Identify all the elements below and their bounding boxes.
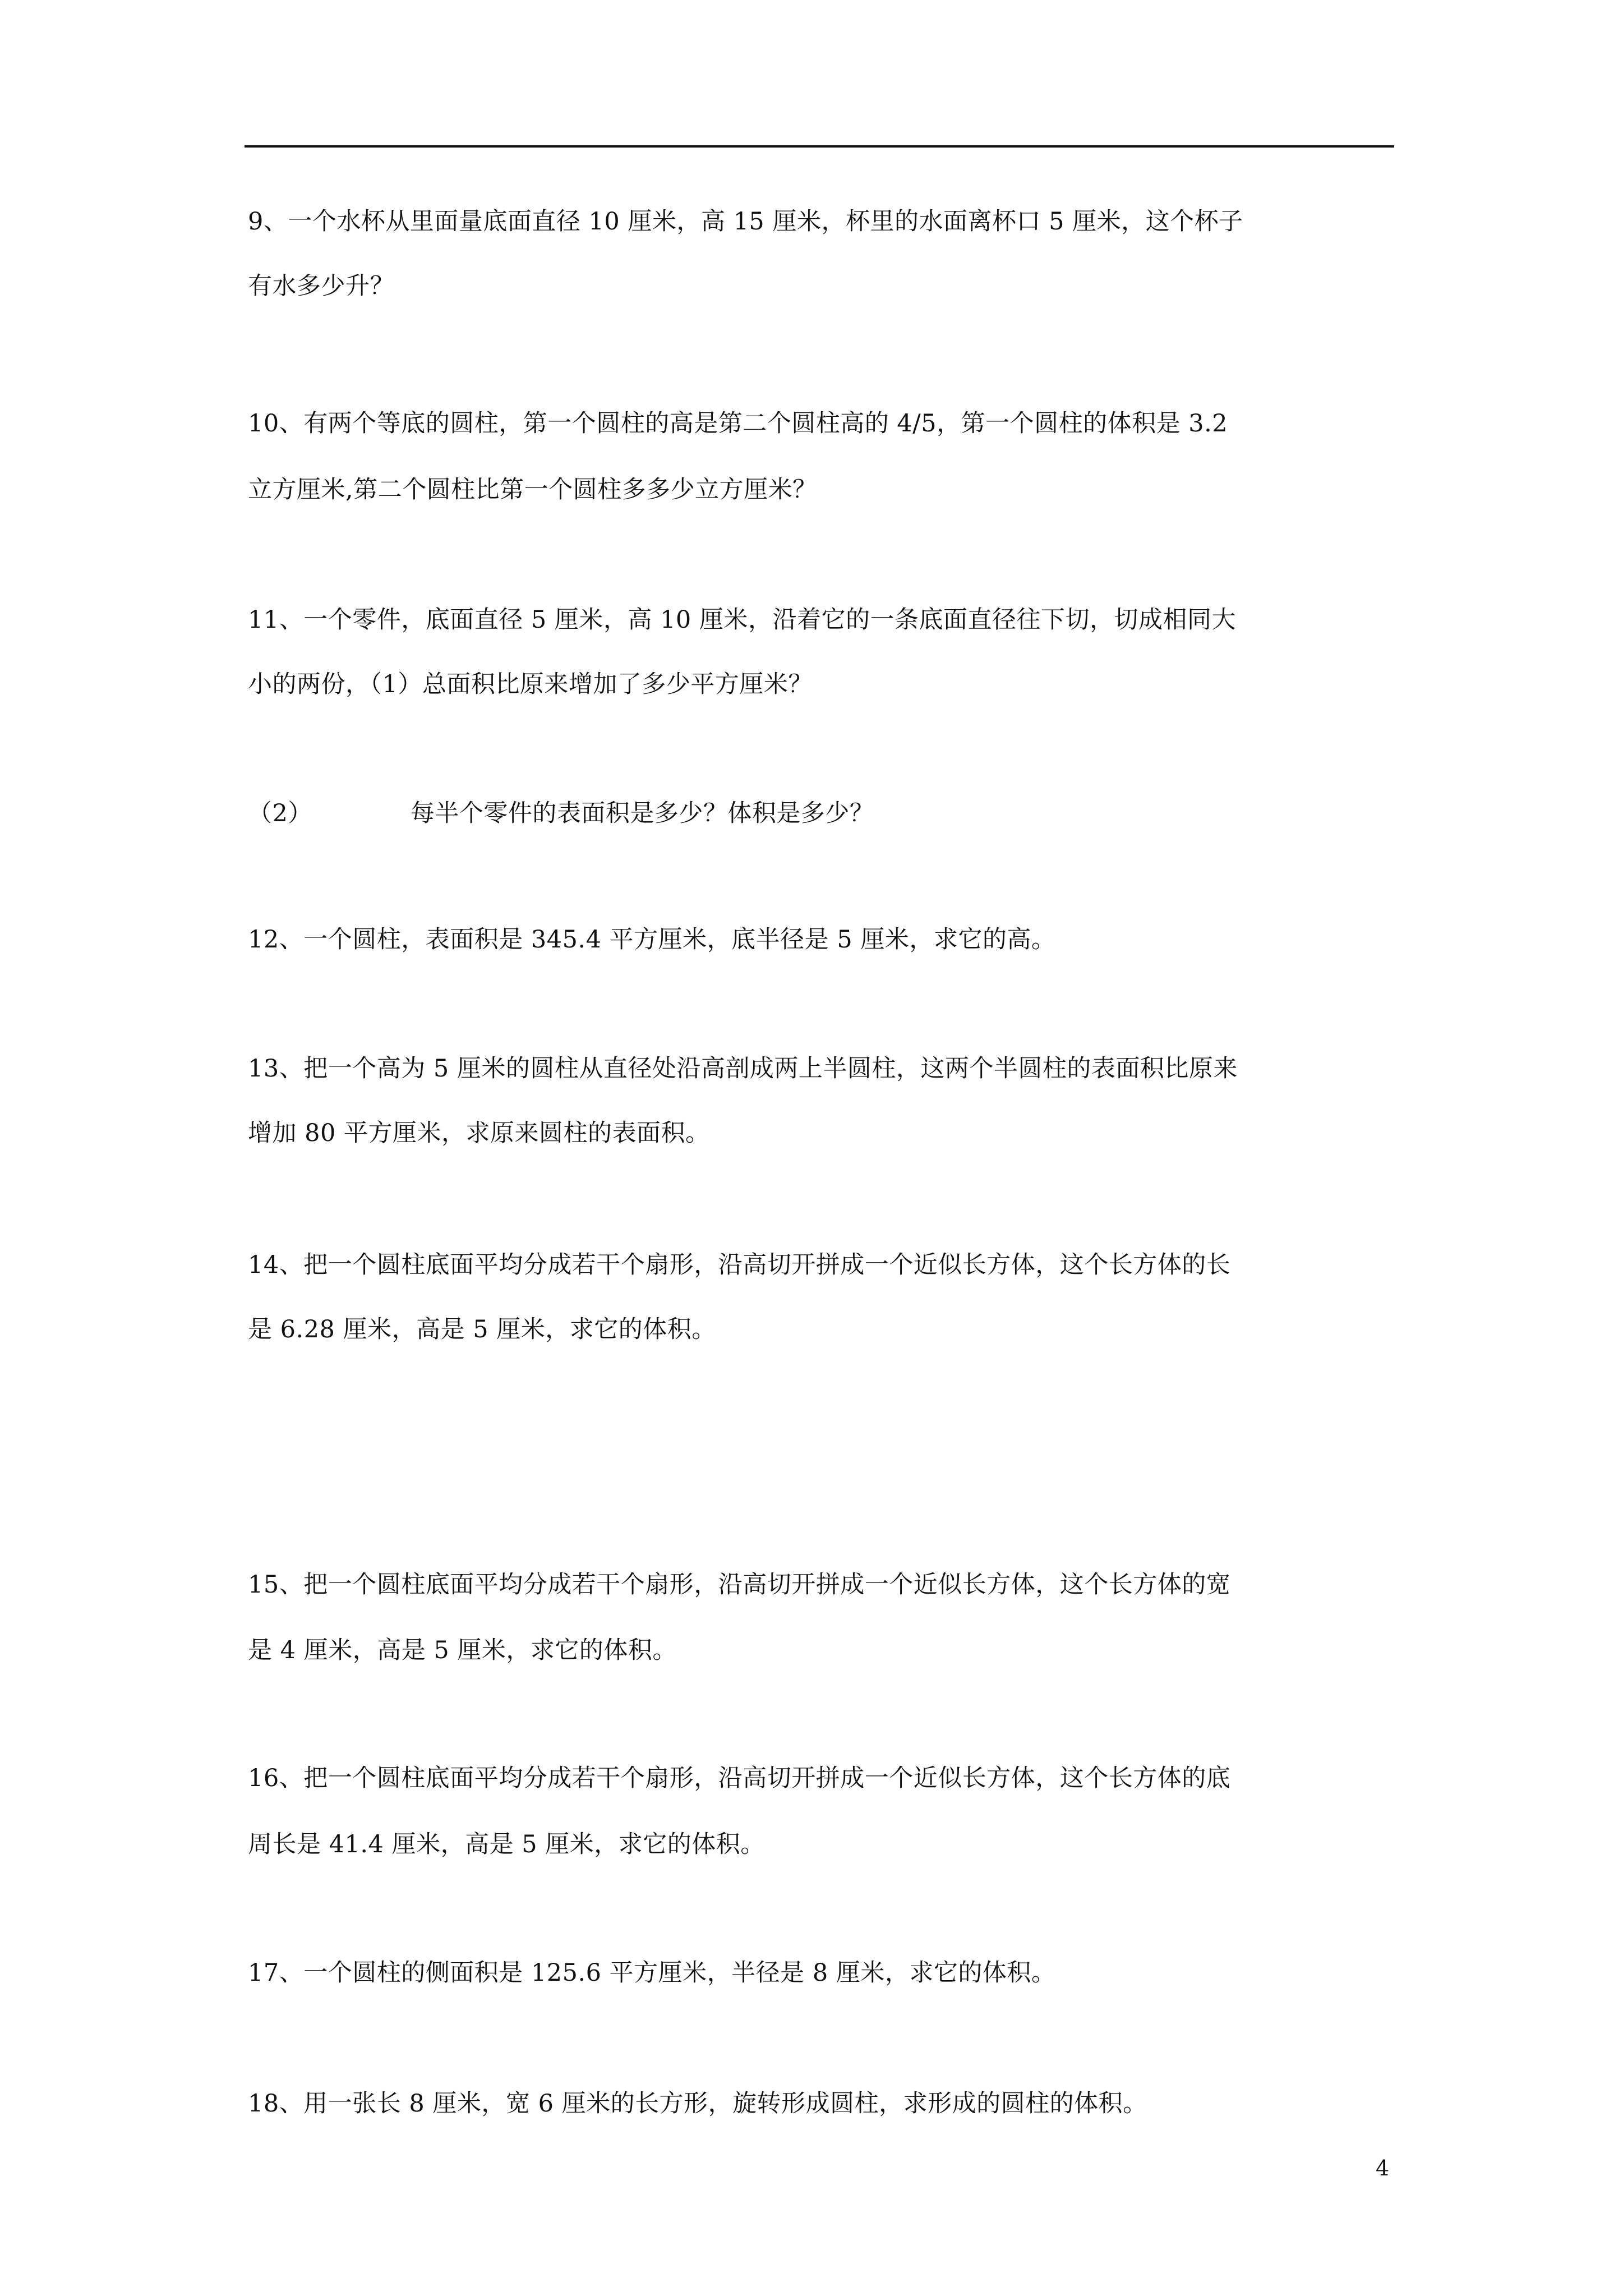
problem-9-line-1: 9、一个水杯从里面量底面直径 10 厘米，高 15 厘米，杯里的水面离杯口 5 厘米，这个杯子 bbox=[248, 208, 1243, 236]
problem-11-part-2-text: 每半个零件的表面积是多少？体积是多少？ bbox=[410, 799, 874, 827]
problem-13-line-2: 增加 80 平方厘米，求原来圆柱的表面积。 bbox=[248, 1119, 710, 1147]
problem-14-line-1: 14、把一个圆柱底面平均分成若干个扇形，沿高切开拼成一个近似长方体，这个长方体的长 bbox=[248, 1251, 1231, 1279]
problem-9-line-2: 有水多少升？ bbox=[248, 272, 394, 300]
problem-15-line-1: 15、把一个圆柱底面平均分成若干个扇形，沿高切开拼成一个近似长方体，这个长方体的宽 bbox=[248, 1571, 1231, 1599]
header-rule bbox=[245, 145, 1394, 148]
problem-10-line-2: 立方厘米,第二个圆柱比第一个圆柱多多少立方厘米？ bbox=[248, 476, 817, 504]
problem-11-part-2-label: （2） bbox=[248, 799, 312, 827]
problem-18-line-1: 18、用一张长 8 厘米，宽 6 厘米的长方形，旋转形成圆柱，求形成的圆柱的体积。 bbox=[248, 2090, 1147, 2118]
problem-12-line-1: 12、一个圆柱，表面积是 345.4 平方厘米，底半径是 5 厘米，求它的高。 bbox=[248, 926, 1056, 954]
page-number: 4 bbox=[1376, 2156, 1390, 2180]
problem-16-line-2: 周长是 41.4 厘米，高是 5 厘米，求它的体积。 bbox=[248, 1830, 765, 1858]
problem-13-line-1: 13、把一个高为 5 厘米的圆柱从直径处沿高剖成两上半圆柱，这两个半圆柱的表面积比原来 bbox=[248, 1055, 1238, 1083]
problem-11-part-2 bbox=[248, 797, 874, 830]
problem-14-line-2: 是 6.28 厘米，高是 5 厘米，求它的体积。 bbox=[248, 1315, 716, 1343]
problem-11-line-1: 11、一个零件，底面直径 5 厘米，高 10 厘米，沿着它的一条底面直径往下切，切成相同大 bbox=[248, 606, 1236, 634]
problem-10-line-1: 10、有两个等底的圆柱，第一个圆柱的高是第二个圆柱高的 4/5，第一个圆柱的体积是 3.2 bbox=[248, 409, 1228, 438]
problem-11-line-2: 小的两份，（1）总面积比原来增加了多少平方厘米？ bbox=[248, 670, 813, 698]
problem-15-line-2: 是 4 厘米，高是 5 厘米，求它的体积。 bbox=[248, 1636, 677, 1664]
problem-16-line-1: 16、把一个圆柱底面平均分成若干个扇形，沿高切开拼成一个近似长方体，这个长方体的底 bbox=[248, 1764, 1231, 1792]
problem-17-line-1: 17、一个圆柱的侧面积是 125.6 平方厘米，半径是 8 厘米，求它的体积。 bbox=[248, 1959, 1056, 1987]
